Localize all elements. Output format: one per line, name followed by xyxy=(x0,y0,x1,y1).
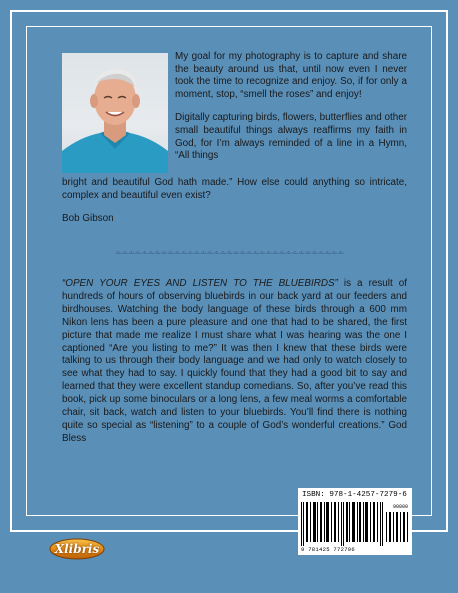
author-bio xyxy=(175,51,407,163)
publisher-logo xyxy=(49,538,105,560)
publisher-name: Xlibris xyxy=(54,542,100,556)
bio-paragraph-2-end: bright and beautiful God hath made.” How else could anything so intricate, complex and beautiful even exist? xyxy=(62,177,407,201)
bio-paragraph-1: My goal for my photography is to capture and share the beauty around us that, until now even I never took the time to recognize and enjoy. So, if for only a moment, stop, “smell the roses” and enjoy! xyxy=(175,51,407,100)
barcode-digits: 9 781425 772796 xyxy=(301,546,356,553)
isbn-number: ISBN: 978-1-4257-7279-6 xyxy=(302,491,407,499)
bio-paragraph-2-start: Digitally capturing birds, flowers, butterflies and other small beautiful things always reaffirms my faith in God, for I’m always reminded of a line in a Hymn, “All things xyxy=(175,112,407,162)
price-code: 90000 xyxy=(392,504,408,510)
author-photo xyxy=(62,53,168,173)
blurb-title: “OPEN YOUR EYES AND LISTEN TO THE BLUEBIRDS” xyxy=(62,278,338,289)
price-barcode-icon xyxy=(386,512,408,542)
ornamental-divider: ⩪⩪⩪⩪⩪⩪⩪⩪⩪⩪⩪⩪⩪⩪⩪⩪⩪⩪⩪⩪⩪⩪⩪⩪⩪⩪⩪⩪⩪⩪⩪⩪⩪⩪⩪ xyxy=(114,249,344,259)
author-signature: Bob Gibson xyxy=(62,213,114,224)
blurb-body: is a result of hundreds of hours of observing bluebirds in our back yard at our feeders and birdhouses. Watching the body language of these birds through a 600 mm Nikon lens has been a pure pleasure and one that had to be shared, the first picture that made me realize I must share what I was hearing was the one I captioned “Are you listing to me?” It was then I knew that these birds were talking to us through their body language and we had only to watch closely to see what they had to say. I quickly found that they had a good bit to say and learned that they were excellent standup comedians. So, after you’ve read this book, pick up some binoculars or a long lens, a few meal worms a comfortable chair, sit back, watch and listen to your bluebirds. You’ll find there is nothing quite so special as “listening” to a couple of God’s wonderful creations.” God Bless xyxy=(62,278,408,444)
barcode-icon xyxy=(301,502,383,546)
isbn-barcode xyxy=(298,488,412,555)
book-blurb xyxy=(62,278,407,446)
